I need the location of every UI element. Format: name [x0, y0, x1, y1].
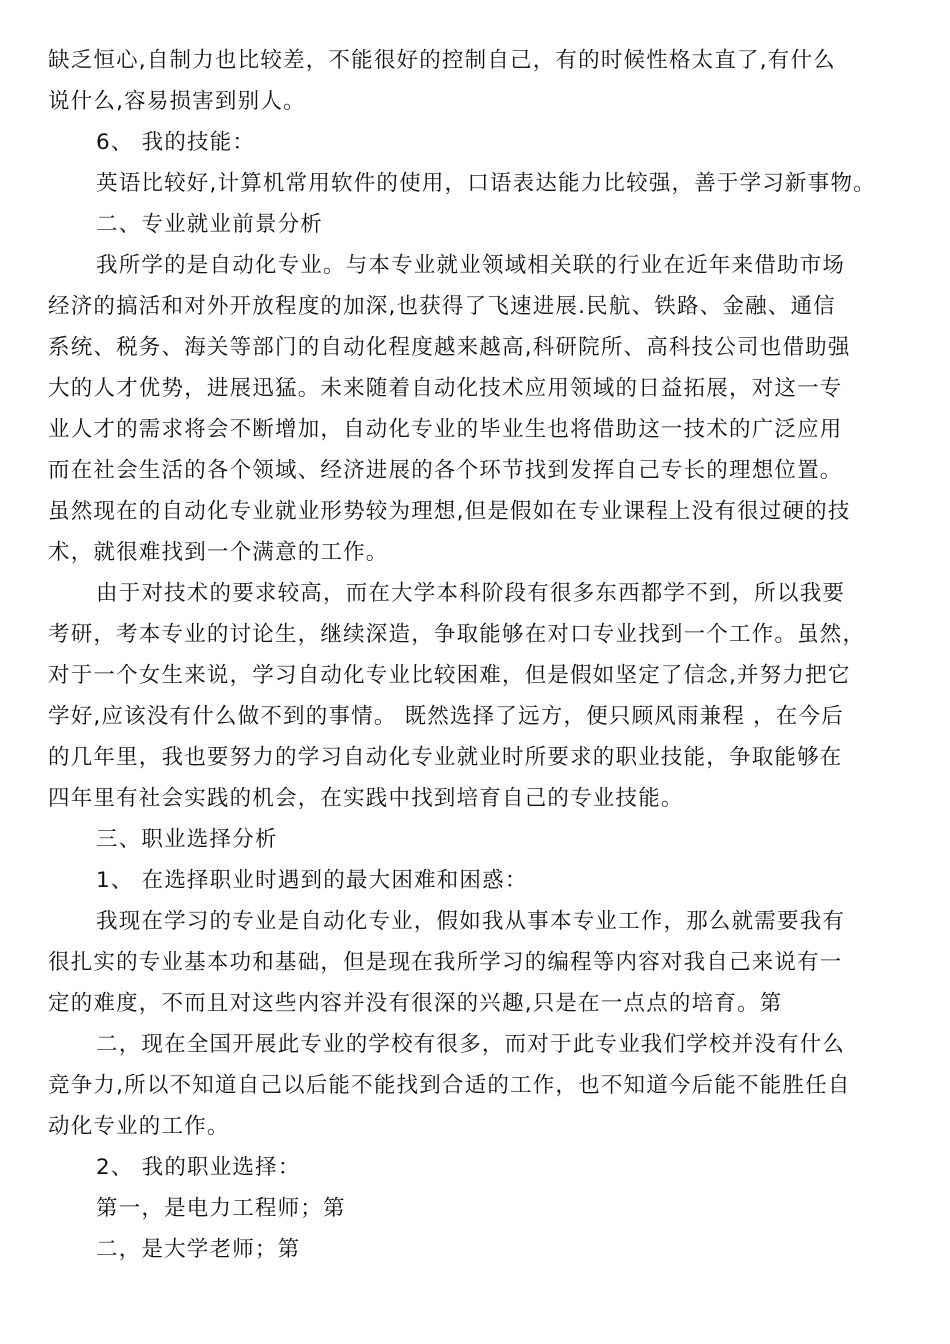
paragraph-line: 英语比较好,计算机常用软件的使用，口语表达能力比较强，善于学习新事物。 — [96, 171, 876, 196]
text-line: 系统、税务、海关等部门的自动化程度越来越高,科研院所、高科技公司也借助强 — [48, 335, 851, 360]
section-heading: 二、专业就业前景分析 — [96, 212, 324, 237]
text-line: 动化专业的工作。 — [48, 1114, 230, 1139]
section-item-heading: 1、 在选择职业时遇到的最大困难和困惑： — [96, 868, 528, 893]
section-heading: 三、职业选择分析 — [96, 827, 278, 852]
text-line: 对于一个女生来说，学习自动化专业比较困难，但是假如坚定了信念,并努力把它 — [48, 663, 851, 688]
text-line: 的几年里，我也要努力的学习自动化专业就业时所要求的职业技能，争取能够在 — [48, 745, 843, 770]
paragraph-line: 二，现在全国开展此专业的学校有很多，而对于此专业我们学校并没有什么 — [96, 1032, 846, 1057]
paragraph-line: 由于对技术的要求较高，而在大学本科阶段有很多东西都学不到，所以我要 — [96, 581, 846, 606]
text-line: 说什么,容易损害到别人。 — [48, 89, 306, 114]
text-line: 考研，考本专业的讨论生，继续深造，争取能够在对口专业找到一个工作。虽然， — [48, 622, 866, 647]
section-item-heading: 2、 我的职业选择： — [96, 1155, 301, 1180]
text-line: 竞争力,所以不知道自己以后能不能找到合适的工作，也不知道今后能不能胜任自 — [48, 1073, 851, 1098]
text-line: 业人才的需求将会不断增加，自动化专业的毕业生也将借助这一技术的广泛应用 — [48, 417, 843, 442]
text-line: 缺乏恒心,自制力也比较差，不能很好的控制自己，有的时候性格太直了,有什么 — [48, 48, 836, 73]
text-line: 经济的搞活和对外开放程度的加深,也获得了飞速进展.民航、铁路、金融、通信 — [48, 294, 836, 319]
text-line: 学好,应该没有什么做不到的事情。 既然选择了远方，便只顾风雨兼程 ，在今后 — [48, 704, 844, 729]
text-line: 定的难度，不而且对这些内容并没有很深的兴趣,只是在一点点的培育。第 — [48, 991, 783, 1016]
text-line: 术，就很难找到一个满意的工作。 — [48, 540, 389, 565]
section-item-heading: 6、 我的技能： — [96, 130, 256, 155]
text-line: 大的人才优势，进展迅猛。未来随着自动化技术应用领域的日益拓展，对这一专 — [48, 376, 843, 401]
text-line: 虽然现在的自动化专业就业形势较为理想,但是假如在专业课程上没有很过硬的技 — [48, 499, 851, 524]
paragraph-line: 我现在学习的专业是自动化专业，假如我从事本专业工作，那么就需要我有 — [96, 909, 846, 934]
paragraph-line: 二，是大学老师；第 — [96, 1237, 301, 1262]
paragraph-line: 我所学的是自动化专业。与本专业就业领域相关联的行业在近年来借助市场 — [96, 253, 846, 278]
text-line: 四年里有社会实践的机会，在实践中找到培育自己的专业技能。 — [48, 786, 684, 811]
paragraph-line: 第一，是电力工程师；第 — [96, 1196, 346, 1221]
text-line: 很扎实的专业基本功和基础，但是现在我所学习的编程等内容对我自己来说有一 — [48, 950, 843, 975]
text-line: 而在社会生活的各个领域、经济进展的各个环节找到发挥自己专长的理想位置。 — [48, 458, 843, 483]
